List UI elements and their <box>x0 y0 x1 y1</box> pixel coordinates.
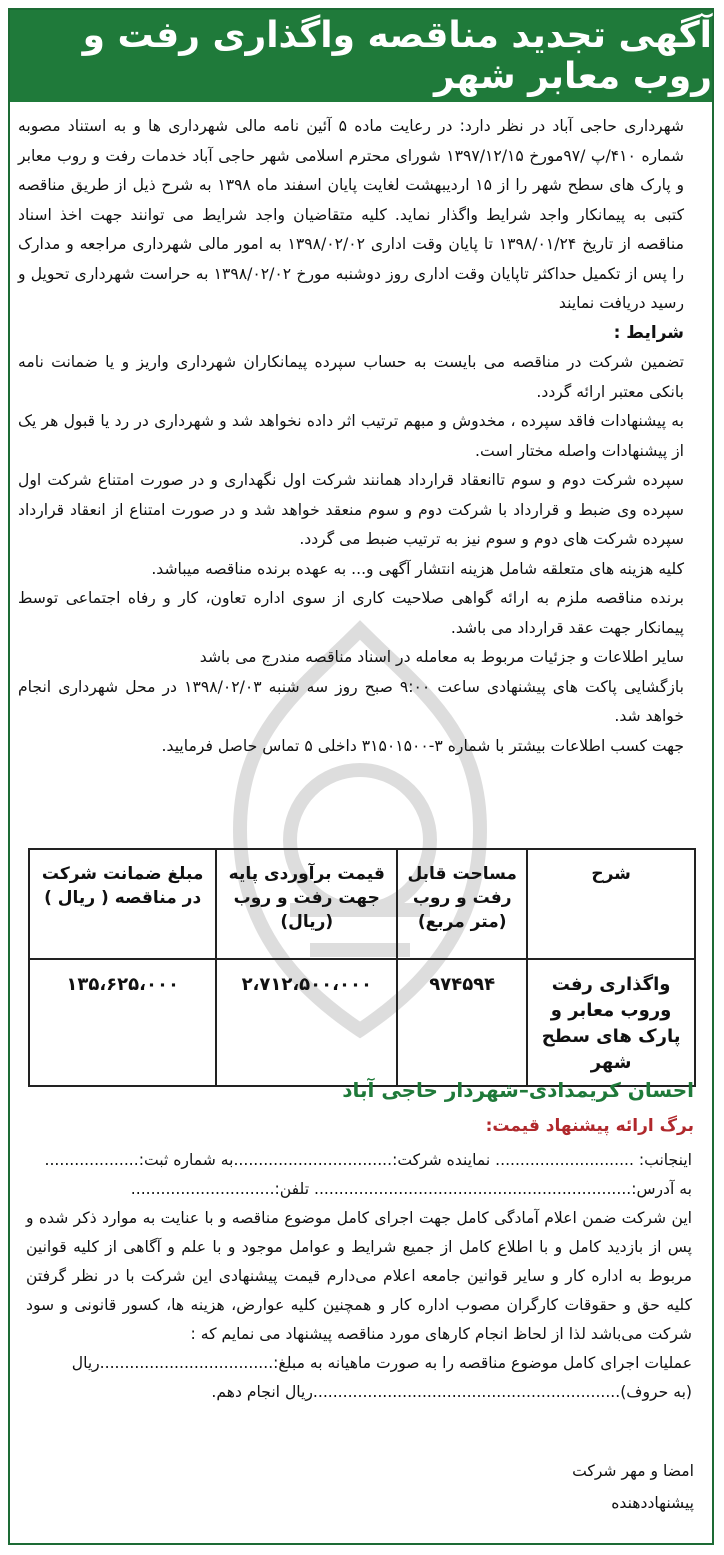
table-cell: ۱۳۵،۶۲۵،۰۰۰ <box>29 959 216 1086</box>
conditions-heading: شرایط : <box>613 322 684 343</box>
condition-item: سایر اطلاعات و جزئیات مربوط به معامله در اسناد مناقصه مندرج می باشد <box>199 648 684 666</box>
form-line-amount: عملیات اجرای کامل موضوع مناقصه را به صورت ماهیانه به مبلغ:...................................ریال <box>71 1354 692 1372</box>
table-cell: ۲،۷۱۲،۵۰۰،۰۰۰ <box>216 959 397 1086</box>
condition-item: به پیشنهادات فاقد سپرده ، مخدوش و مبهم ترتیب اثر داده نخواهد شد و شهرداری در رد یا قبول هر یک از پیشنهادات واصله مختار است. <box>18 412 684 460</box>
condition-item: برنده مناقصه ملزم به ارائه گواهی صلاحیت کاری از سوی اداره تعاون، کار و رفاه اجتماعی توسط پیمانکار جهت عقد قرارداد می باشد. <box>18 589 684 637</box>
bidder-label: پیشنهاددهنده <box>611 1494 694 1512</box>
price-form-title: برگ ارائه پیشنهاد قیمت: <box>485 1116 694 1136</box>
table-header: شرح <box>527 849 695 959</box>
form-line-applicant: اینجانب: ............................ نماینده شرکت:................................به شماره ثبت:................... <box>44 1151 692 1169</box>
intro-paragraph: شهرداری حاجی آباد در نظر دارد: در رعایت ماده ۵ آئین نامه مالی شهرداری ها و به استناد مصوبه شماره ۴۱۰/پ /۹۷مورخ ۱۳۹۷/۱۲/۱۵ شورای محترم اسلامی شهر حاجی آباد خدمات رفت و روب معابر و پارک های سطح شهر را از ۱۵ اردیبهشت لغایت پایان اسفند ماه ۱۳۹۸ به شرح ذیل از طریق مناقصه کتبی به پیمانکار واجد شرایط واگذار نماید. کلیه متقاضیان واجد شرایط می توانند جهت اخذ اسناد مناقصه از تاریخ ۱۳۹۸/۰۱/۲۴ تا پایان وقت اداری ۱۳۹۸/۰۲/۰۲ به امور مالی شهرداری مراجعه و مدارک را پس از تکمیل حداکثر تاپایان وقت اداری روز دوشنبه مورخ ۱۳۹۸/۰۲/۰۲ به حراست شهرداری تحویل و رسید دریافت نمایند <box>18 117 685 312</box>
company-seal-label: امضا و مهر شرکت <box>572 1462 694 1480</box>
form-paragraph: این شرکت ضمن اعلام آمادگی کامل جهت اجرای کامل موضوع مناقصه و با عنایت به موارد ذکر شده و پس از بازدید کامل و با اطلاع کامل از جمیع شرایط و عوامل موجود و با علم و آگاهی از کلیه قوانین مربوط به اداره کار و سایر قوانین جامعه اعلام می‌دارم قیمت پیشنهادی این شرکت با در نظر گرفتن کلیه حق و حقوقات کارگران مصوب اداره کار و همچنین کلیه عوارض، هزینه ها، کسور قانونی و سود شرکت می‌باشد لذا از لحاظ انجام کارهای مورد مناقصه پیشنهاد می نمایم که : <box>26 1209 692 1343</box>
table-header: مبلغ ضمانت شرکت در مناقصه ( ریال ) <box>29 849 216 959</box>
table-row <box>29 959 695 1086</box>
tender-table <box>28 848 696 1087</box>
condition-item: تضمین شرکت در مناقصه می بایست به حساب سپرده پیمانکاران شهرداری واریز و یا ضمانت نامه بانکی معتبر ارائه گردد. <box>18 353 684 401</box>
condition-item: سپرده شرکت دوم و سوم تاانعقاد قرارداد همانند شرکت اول نگهداری و در صورت امتناع شرکت اول سپرده وی ضبط و قرارداد با شرکت دوم و سوم منعقد خواهد شد و در صورت امتناع از انعقاد قرارداد سپرده شرکت های دوم و سوم نیز به ترتیب ضبط می گردد. <box>18 471 684 548</box>
condition-item: جهت کسب اطلاعات بیشتر با شماره ۳-۳۱۵۰۱۵۰۰ داخلی ۵ تماس حاصل فرمایید. <box>161 736 684 755</box>
table-header: قیمت برآوردی پایه جهت رفت و روب (ریال) <box>216 849 397 959</box>
notice-body <box>18 112 684 761</box>
condition-item: بازگشایی پاکت های پیشنهادی ساعت ۹:۰۰ صبح روز سه شنبه ۱۳۹۸/۰۲/۰۳ در محل شهرداری انجام خواهد شد. <box>18 677 684 725</box>
notice-title: آگهی تجدید مناقصه واگذاری رفت و روب معابر شهر <box>82 15 712 97</box>
table-header: مساحت قابل رفت و روب (متر مربع) <box>397 849 527 959</box>
condition-item: کلیه هزینه های متعلقه شامل هزینه انتشار آگهی و... به عهده برنده مناقصه میباشد. <box>151 559 684 578</box>
table-cell: واگذاری رفت وروب معابر و پارک های سطح شهر <box>527 959 695 1086</box>
price-form <box>26 1146 692 1407</box>
table-cell: ۹۷۴۵۹۴ <box>397 959 527 1086</box>
mayor-signature: احسان کریمدادی–شهردار حاجی آباد <box>342 1078 694 1102</box>
table-header-row <box>29 849 695 959</box>
title-banner <box>10 10 712 102</box>
form-line-address: به آدرس:................................................................ تلفن:............................. <box>130 1180 692 1198</box>
form-line-words: (به حروف)..............................................................ریال انجام دهم. <box>211 1383 692 1401</box>
